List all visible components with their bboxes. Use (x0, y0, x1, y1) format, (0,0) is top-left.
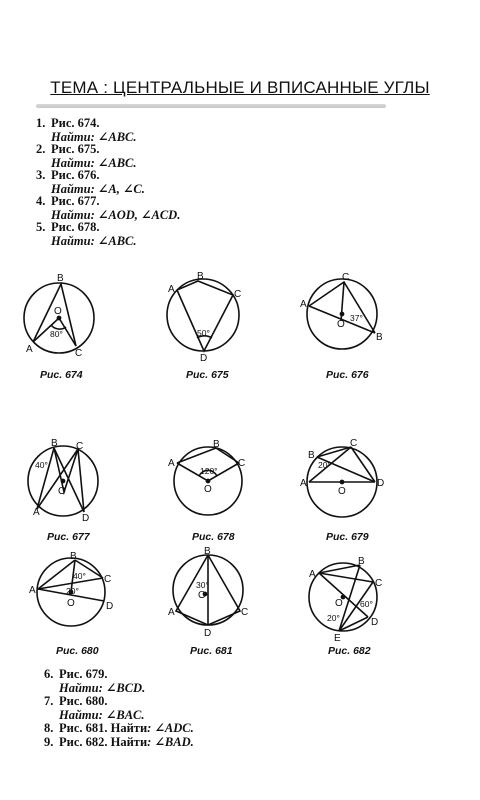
point-label-b: B (51, 438, 58, 449)
point-label-d: D (204, 628, 212, 639)
point-label-d: D (200, 353, 208, 364)
figure-682 (309, 556, 382, 644)
figure-caption: Рис. 682 (328, 645, 371, 657)
angle-label: 20° (327, 613, 340, 623)
point-label-c: C (104, 574, 112, 585)
angle-label: 50° (197, 328, 210, 338)
angle-label: 120° (200, 466, 218, 476)
point-label-b: B (197, 271, 204, 282)
point-label-c: C (241, 607, 249, 618)
task-find: Найти (59, 707, 99, 722)
figure-caption: Рис. 676 (326, 369, 369, 381)
figures-area (0, 262, 480, 662)
angle-label: 30° (196, 580, 209, 590)
figure-678 (168, 439, 245, 515)
point-label-o: O (335, 598, 343, 609)
task-figure: Рис. 675. (51, 142, 100, 156)
point-label-c: C (75, 348, 83, 359)
figure-675 (167, 271, 241, 364)
task-find: Найти (51, 129, 91, 144)
angle-label: 20° (66, 586, 79, 596)
task-find: Найти (59, 680, 99, 695)
cropped-text-line (36, 104, 386, 108)
task-5 (36, 221, 137, 248)
point-label-e: E (334, 633, 341, 644)
angle-label: 40° (73, 571, 86, 581)
task-number: 2. (36, 142, 46, 156)
task-1 (36, 117, 137, 144)
point-label-d: D (106, 601, 114, 612)
point-label-o: O (58, 486, 66, 497)
angle-label: 37° (350, 313, 363, 323)
task-9 (44, 736, 194, 750)
figure-676 (300, 272, 383, 349)
task-number: 7. (44, 694, 54, 708)
point-label-c: C (342, 272, 350, 283)
task-6 (44, 668, 145, 695)
task-figure: Рис. 676. (51, 168, 100, 182)
point-label-a: A (33, 507, 40, 518)
point-label-b: B (358, 556, 365, 567)
point-label-o: O (204, 484, 212, 495)
point-label-a: A (168, 458, 175, 469)
point-label-c: C (76, 441, 84, 452)
task-figure: Рис. 674. (51, 116, 100, 130)
figure-674 (24, 273, 94, 359)
angle-label: 20° (318, 460, 331, 470)
task-figure: Рис. 682. Найти (59, 735, 148, 749)
task-question: : ∠AOD, ∠ACD. (90, 207, 181, 222)
point-label-c: C (350, 438, 358, 449)
point-label-d: D (377, 478, 385, 489)
task-number: 9. (44, 735, 54, 749)
task-figure: Рис. 681. Найти (59, 721, 148, 735)
point-label-a: A (168, 284, 175, 295)
task-7 (44, 695, 145, 722)
task-question: : ∠BAC. (98, 707, 145, 722)
point-label-b: B (376, 332, 383, 343)
point-label-c: C (238, 458, 246, 469)
point-label-o: O (198, 590, 206, 601)
task-question: : ∠ABC. (90, 233, 137, 248)
point-label-o: O (67, 598, 75, 609)
figure-caption: Рис. 679 (326, 531, 369, 543)
task-find: Найти (51, 233, 91, 248)
point-label-a: A (168, 607, 175, 618)
task-3 (36, 169, 145, 196)
figure-679 (300, 438, 384, 517)
figure-677 (28, 438, 98, 524)
point-label-a: A (300, 478, 307, 489)
task-number: 5. (36, 220, 46, 234)
task-find: Найти (51, 155, 91, 170)
task-8 (44, 722, 194, 736)
point-label-o: O (337, 319, 345, 330)
angle-label: 80° (50, 329, 63, 339)
point-label-b: B (204, 546, 211, 557)
point-label-a: A (29, 585, 36, 596)
point-label-c: C (234, 289, 242, 300)
task-question: : ∠ADC. (147, 721, 194, 735)
point-label-b: B (308, 450, 315, 461)
point-label-a: A (300, 299, 307, 310)
figure-caption: Рис. 680 (56, 645, 99, 657)
figure-680 (29, 551, 113, 626)
task-number: 1. (36, 116, 46, 130)
point-label-c: C (375, 578, 383, 589)
task-number: 6. (44, 667, 54, 681)
task-question: : ∠A, ∠C. (90, 181, 145, 196)
task-number: 3. (36, 168, 46, 182)
point-label-b: B (70, 551, 77, 562)
figure-caption: Рис. 681 (190, 645, 233, 657)
task-find: Найти (51, 207, 91, 222)
figure-caption: Рис. 675 (186, 369, 229, 381)
task-4 (36, 195, 180, 222)
task-figure: Рис. 679. (59, 667, 108, 681)
task-2 (36, 143, 137, 170)
task-number: 4. (36, 194, 46, 208)
point-label-a: A (26, 344, 33, 355)
task-figure: Рис. 680. (59, 694, 108, 708)
point-label-b: B (213, 439, 220, 450)
task-question: : ∠ABC. (90, 155, 137, 170)
point-label-o: O (54, 306, 62, 317)
task-question: : ∠BAD. (147, 735, 194, 749)
task-figure: Рис. 677. (51, 194, 100, 208)
point-label-d: D (82, 513, 90, 524)
point-label-d: D (371, 617, 379, 628)
point-label-b: B (57, 273, 64, 284)
task-number: 8. (44, 721, 54, 735)
angle-label: 40° (35, 460, 48, 470)
point-label-a: A (309, 569, 316, 580)
figure-caption: Рис. 674 (40, 369, 83, 381)
point-label-o: O (338, 486, 346, 497)
task-find: Найти (51, 181, 91, 196)
angle-label: 60° (360, 599, 373, 609)
figure-caption: Рис. 678 (192, 531, 235, 543)
figure-caption: Рис. 677 (47, 531, 90, 543)
figure-681 (168, 546, 248, 639)
page-title: ТЕМА : ЦЕНТРАЛЬНЫЕ И ВПИСАННЫЕ УГЛЫ (50, 78, 430, 97)
task-question: : ∠ABC. (90, 129, 137, 144)
task-figure: Рис. 678. (51, 220, 100, 234)
task-question: : ∠BCD. (98, 680, 146, 695)
